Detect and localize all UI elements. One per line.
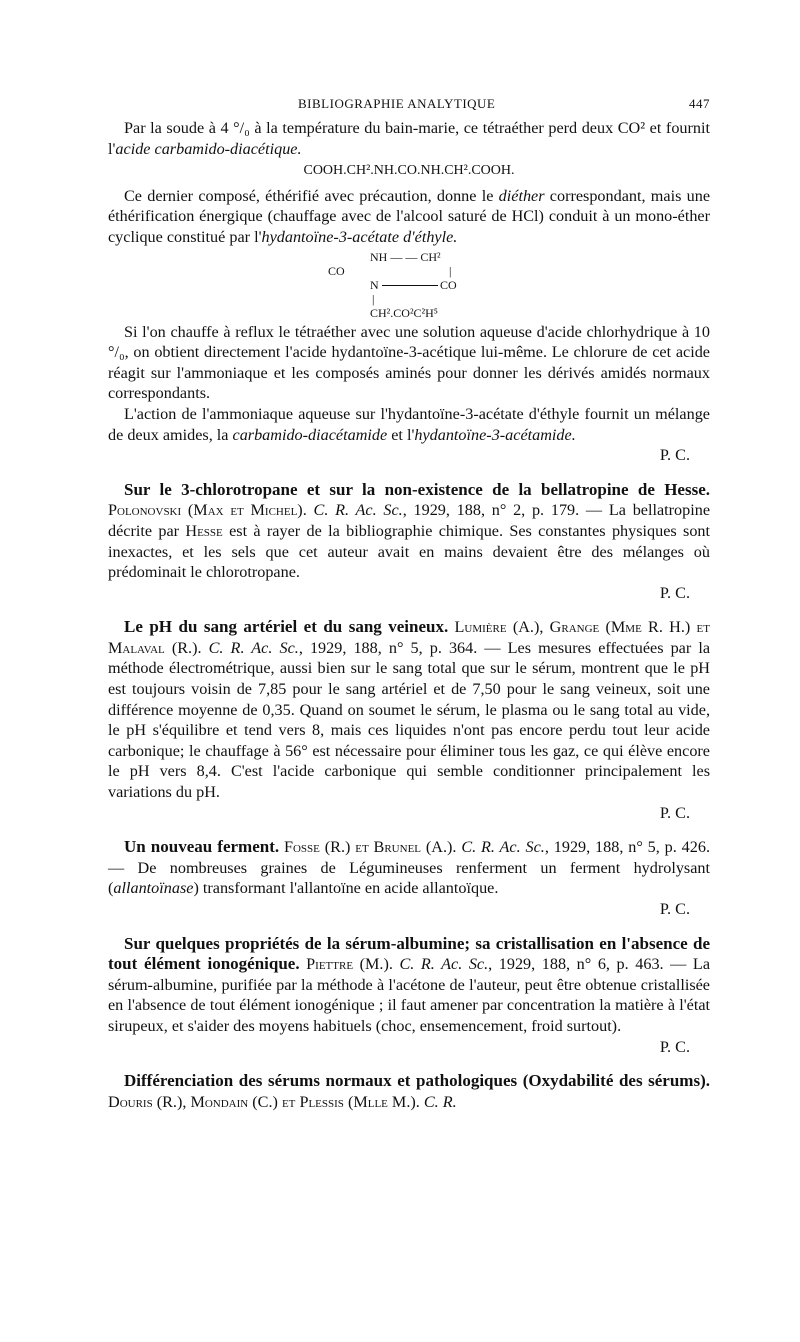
- intro-paragraph-3: Si l'on chauffe à reflux le tétraéther avec une solution aqueuse d'acide chlorhydrique à 10 °/₀, on obtient directement l'acide hydantoïne-3-acétique lui-même. Le chlorure de cet acide réagit sur l'ammoniaque et les composés aminés pour donner les dérivés amidés normaux correspondants.: [108, 322, 710, 403]
- struct-substituent: CH².CO²C²H⁵: [370, 305, 438, 320]
- entry-title: Différenciation des sérums normaux et pathologiques (Oxydabilité des sérums).: [124, 1071, 710, 1091]
- signature: P. C.: [659, 1037, 690, 1056]
- entry-differenciation: Différenciation des sérums normaux et pathologiques (Oxydabilité des sérums). Douris (R.), Mondain (C.) et Plessis (Mlle M.). C. R.: [108, 1071, 710, 1111]
- running-header: [108, 96, 710, 118]
- header-title: BIBLIOGRAPHIE ANALYTIQUE: [298, 96, 496, 111]
- document-page: [108, 96, 710, 1112]
- struct-co-left: CO: [328, 263, 345, 278]
- page-number: 447: [689, 96, 710, 111]
- entry-ph-sang: Le pH du sang artériel et du sang veineux. Lumière (A.), Grange (Mme R. H.) et Malaval (R.). C. R. Ac. Sc., 1929, 188, n° 5, p. 364. — Les mesures effectuées par la méthode électrométrique, aussi bien sur le sang total que sur le sérum, montrent que le pH est toujours voisin de 7,85 pour le sang artériel et de 7,50 pour le sang veineux, soit une différence moyenne de 0,35. Quand on soumet le sérum, le plasma ou le sang total au vide, le pH s'équilibre et tend vers 8, mais ces liquides n'ont pas encore perdu tout leur acide carbonique; le chauffage à 56° est nécessaire pour éliminer tous les gaz, ce qui élève encore le pH vers 8,4. C'est l'acide carbonique qui semble conditionner principalement les variations du pH. P. C.: [108, 617, 711, 822]
- struct-bar-down: |: [372, 291, 375, 306]
- intro-paragraph-4: L'action de l'ammoniaque aqueuse sur l'hydantoïne-3-acétate d'éthyle fournit un mélange de deux amides, la carbamido-diacétamide et l'hydantoïne-3-acétamide. P. C.: [108, 404, 710, 465]
- formula-line: COOH.CH².NH.CO.NH.CH².COOH.: [303, 163, 515, 179]
- struct-bar-right: |: [449, 263, 452, 278]
- entry-title: Un nouveau ferment.: [124, 837, 280, 857]
- structural-formula: [328, 250, 710, 322]
- struct-co-right: CO: [440, 277, 457, 292]
- intro-paragraph-2: Ce dernier composé, éthérifié avec précaution, donne le diéther correspondant, mais une éthérification énergique (chauffage avec de l'alcool saturé de HCl) conduit à un mono-éther cyclique constitué par l'hydantoïne-3-acétate d'éthyle.: [108, 186, 710, 246]
- struct-n: N: [370, 277, 379, 292]
- entry-chlorotropane: Sur le 3-chlorotropane et sur la non-existence de la bellatropine de Hesse. Polonovski (Max et Michel). C. R. Ac. Sc., 1929, 188, n° 2, p. 179. — La bellatropine décrite par Hesse est à rayer de la bibliographie chimique. Ses constantes physiques sont inexactes, et les sels que cet auteur avait en mains devaient être des mélanges où prédominait le chlorotropane. P. C.: [108, 479, 711, 602]
- entry-title: Sur le 3-chlorotropane et sur la non-existence de la bellatropine de Hesse.: [124, 479, 710, 499]
- entry-title: Le pH du sang artériel et du sang veineux.: [124, 617, 449, 637]
- intro-paragraph-1: Par la soude à 4 °/₀ à la température du bain-marie, ce tétraéther perd deux CO² et fournit l'acide carbamido-diacétique.: [108, 119, 710, 158]
- signature: P. C.: [659, 900, 690, 918]
- signature: P. C.: [659, 446, 690, 465]
- signature: P. C.: [659, 583, 690, 602]
- signature: P. C.: [659, 803, 690, 822]
- struct-bond: [382, 285, 438, 286]
- entry-serum-albumine: Sur quelques propriétés de la sérum-albumine; sa cristallisation en l'absence de tout élément ionogénique. Piettre (M.). C. R. Ac. Sc., 1929, 188, n° 6, p. 463. — La sérum-albumine, purifiée par la méthode à l'acétone de l'auteur, peut être obtenue cristallisée en l'absence de tout élément ionogénique ; il faut amener par concentration la matière à l'état sirupeux, et s'aider des moyens habituels (choc, ensemencement, froid surtout). P. C.: [108, 933, 711, 1056]
- entry-title: Sur quelques propriétés de la sérum-albumine; sa cristallisation en l'absence de tout élément ionogénique.: [108, 933, 710, 974]
- entry-ferment: Un nouveau ferment. Fosse (R.) et Brunel (A.). C. R. Ac. Sc., 1929, 188, n° 5, p. 426. — De nombreuses graines de Légumineuses renferment un ferment hydrolysant (allantoïnase) transformant l'allantoïne en acide allantoïque. P. C.: [108, 837, 711, 918]
- struct-nh: NH — — CH²: [370, 249, 441, 264]
